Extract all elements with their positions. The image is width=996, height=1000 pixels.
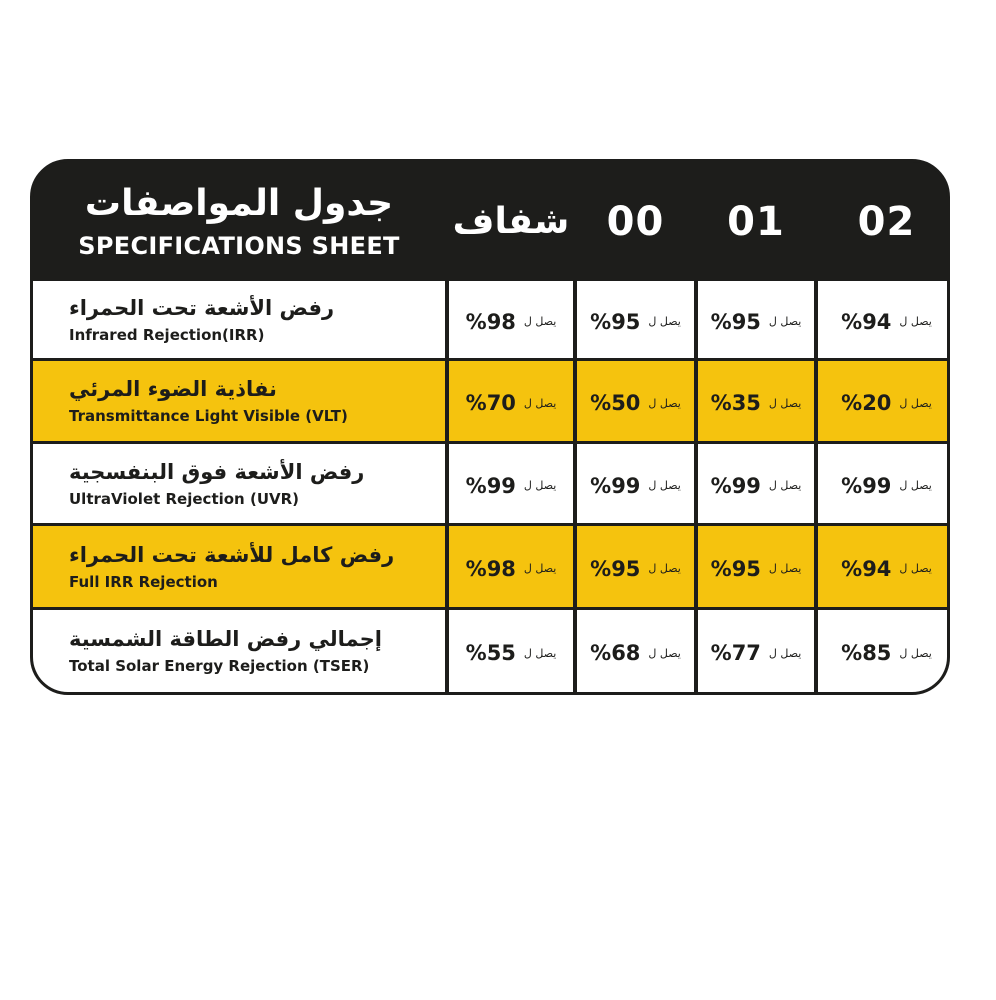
row-label-arabic: رفض الأشعة فوق البنفسجية — [69, 459, 365, 484]
cell-prefix: يصل ل — [899, 562, 932, 575]
table-cell — [818, 281, 950, 361]
cell-value: %94 — [841, 556, 892, 581]
cell-value: %95 — [590, 309, 641, 334]
cell-value: %99 — [465, 473, 516, 498]
row-label-arabic: إجمالي رفض الطاقة الشمسية — [69, 627, 382, 651]
cell-prefix: يصل ل — [768, 315, 802, 328]
row-label-full-irr — [33, 526, 445, 610]
cell-value: %99 — [710, 473, 761, 498]
table-cell — [698, 610, 814, 692]
table-cell — [449, 281, 573, 361]
column-header-label: 00 — [606, 198, 665, 245]
cell-value: %99 — [841, 473, 892, 498]
cell-prefix: يصل ل — [648, 396, 681, 410]
cell-value: %95 — [710, 556, 761, 581]
column-header-02 — [818, 162, 950, 281]
cell-prefix: يصل ل — [648, 479, 681, 492]
cell-prefix: يصل ل — [768, 646, 802, 660]
cell-value: %68 — [590, 641, 641, 665]
column-header-label: 01 — [727, 198, 785, 245]
row-label-irr — [33, 281, 445, 361]
table-cell — [577, 444, 694, 526]
table-cell — [449, 444, 573, 526]
table-cell — [577, 610, 694, 692]
row-label-tser — [33, 610, 445, 692]
row-label-arabic: رفض الأشعة تحت الحمراء — [69, 295, 335, 320]
column-header-01 — [698, 162, 814, 281]
cell-value: %99 — [590, 473, 641, 498]
cell-prefix: يصل ل — [523, 396, 557, 410]
table-cell — [449, 610, 573, 692]
row-label-english: Transmittance Light Visible (VLT) — [69, 407, 348, 425]
column-header-label: 02 — [857, 198, 916, 245]
cell-value: %98 — [465, 556, 516, 581]
cell-prefix: يصل ل — [899, 479, 932, 492]
cell-prefix: يصل ل — [899, 396, 932, 410]
cell-prefix: يصل ل — [648, 315, 681, 328]
cell-prefix: يصل ل — [523, 479, 557, 492]
table-cell — [449, 526, 573, 610]
title-arabic: جدول المواصفات — [84, 182, 394, 224]
cell-prefix: يصل ل — [899, 646, 932, 660]
cell-prefix: يصل ل — [768, 479, 802, 492]
column-header-00 — [577, 162, 694, 281]
column-header-clear — [449, 162, 573, 281]
table-cell — [698, 526, 814, 610]
column-header-label: شفاف — [452, 201, 570, 242]
cell-value: %77 — [710, 641, 761, 665]
table-cell — [818, 610, 950, 692]
cell-prefix: يصل ل — [899, 315, 932, 328]
cell-value: %98 — [465, 309, 516, 334]
row-label-english: Infrared Rejection(IRR) — [69, 325, 265, 344]
row-label-english: Full IRR Rejection — [69, 572, 218, 591]
row-label-english: UltraViolet Rejection (UVR) — [69, 489, 300, 508]
table-cell — [698, 444, 814, 526]
cell-prefix: يصل ل — [523, 646, 557, 660]
cell-prefix: يصل ل — [523, 315, 557, 328]
specifications-sheet — [30, 159, 950, 695]
table-cell — [577, 361, 694, 444]
cell-prefix: يصل ل — [648, 562, 681, 575]
cell-prefix: يصل ل — [648, 646, 681, 660]
table-cell — [818, 526, 950, 610]
row-label-vlt — [33, 361, 445, 444]
table-cell — [577, 281, 694, 361]
table-cell — [818, 444, 950, 526]
cell-value: %70 — [465, 391, 516, 415]
table-cell — [449, 361, 573, 444]
cell-value: %95 — [590, 556, 641, 581]
cell-value: %95 — [710, 309, 761, 334]
table-title — [33, 162, 445, 281]
cell-prefix: يصل ل — [768, 562, 802, 575]
cell-value: %55 — [465, 641, 516, 665]
row-label-arabic: نفاذية الضوء المرئي — [69, 377, 277, 401]
cell-prefix: يصل ل — [523, 562, 557, 575]
row-label-arabic: رفض كامل للأشعة تحت الحمراء — [69, 542, 395, 567]
cell-value: %35 — [710, 391, 761, 415]
title-english: SPECIFICATIONS SHEET — [78, 231, 400, 260]
row-label-english: Total Solar Energy Rejection (TSER) — [69, 657, 370, 675]
table-cell — [698, 361, 814, 444]
cell-value: %94 — [841, 309, 892, 334]
cell-value: %50 — [590, 391, 641, 415]
cell-prefix: يصل ل — [768, 396, 802, 410]
row-label-uvr — [33, 444, 445, 526]
table-cell — [698, 281, 814, 361]
table-cell — [577, 526, 694, 610]
cell-value: %20 — [841, 391, 892, 415]
specifications-table — [33, 162, 947, 692]
cell-value: %85 — [841, 641, 892, 665]
table-cell — [818, 361, 950, 444]
